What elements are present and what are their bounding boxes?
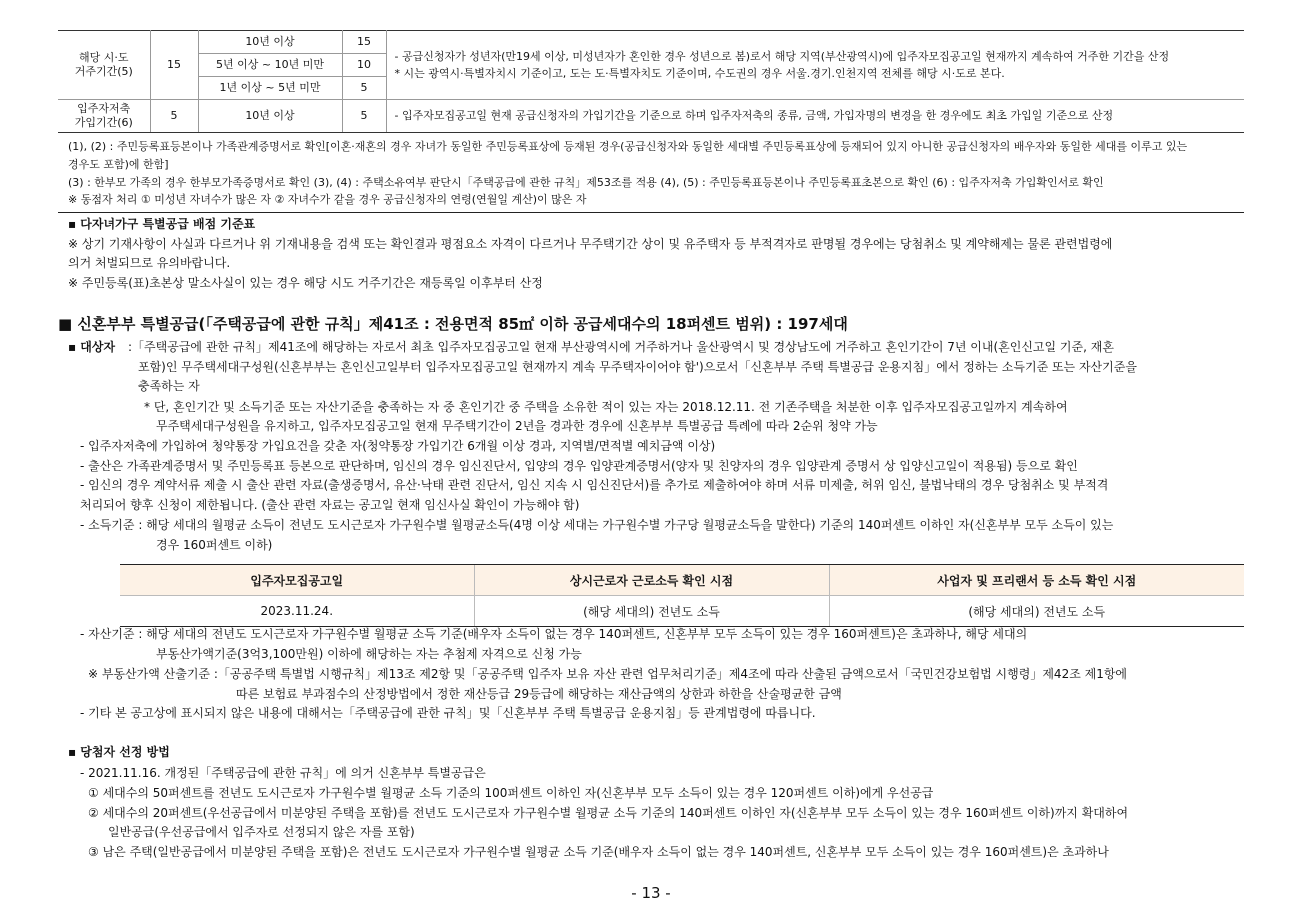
caution-line: ※ 상기 기재사항이 사실과 다르거나 위 기재내용을 검색 또는 확인결과 평점요소 자격이 다르거나 무주택기간 상이 및 유주택자 등 부적격자로 판명될 경우에는 당첨취소 및 계약해제는 물론 관련법령에 [68,237,1113,251]
caution-line: ※ 주민등록(표)초본상 말소사실이 있는 경우 해당 시도 거주기간은 재등록일 이후부터 산정 [68,276,543,290]
row-description: - 입주자모집공고일 현재 공급신청자의 가입기간을 기준으로 하며 입주자저축의 종류, 금액, 가입자명의 변경을 한 경우에도 최초 가입일 기준으로 산정 [386,100,1244,133]
document-page [58,0,1244,920]
caution-line: 의거 처벌되므로 유의바랍니다. [68,256,231,270]
note-line: ※ 동점자 처리 ① 미성년 자녀수가 많은 자 ② 자녀수가 같을 경우 공급신청자의 연령(연월일 계산)이 많은 자 [68,193,587,206]
divider [58,212,1244,213]
eligibility-line: 무주택세대구성원을 유지하고, 입주자모집공고일 현재 무주택기간이 2년을 경과한 경우에 신혼부부 특별공급 특례에 따라 2순위 청약 가능 [156,419,878,433]
selection-line: 일반공급(우선공급에서 입주자로 선정되지 않은 자를 포함) [108,825,415,839]
eligibility-line: 처리되어 향후 신청이 제한됩니다. (출산 관련 자료는 공고일 현재 임신사실 확인이 가능해야 함) [80,498,580,512]
table-header-row [120,565,1244,596]
max-score: 5 [150,100,198,133]
tier-range: 10년 이상 [198,31,342,54]
tier-range: 5년 이상 ~ 10년 미만 [198,54,342,77]
row-label: 해당 시·도 거주기간(5) [58,31,150,100]
income-check-table [120,564,1244,627]
multi-child-title: ▪ 다자녀가구 특별공급 배점 기준표 [68,217,256,231]
note-line: 경우도 포함)에 한함] [68,158,169,171]
eligibility-line: :「주택공급에 관한 규칙」제41조에 해당하는 자로서 최초 입주자모집공고일 현재 부산광역시에 거주하거나 울산광역시 및 경상남도에 거주하고 혼인기간이 7년 이내(혼인신고일 기준, 재혼 [128,340,1114,354]
column-header: 사업자 및 프리랜서 등 소득 확인 시점 [829,565,1244,596]
eligibility-line: - 임신의 경우 계약서류 제출 시 출산 관련 자료(출생증명서, 유산·낙태 관련 진단서, 임신 지속 시 임신진단서)를 추가로 제출하여야 하며 서류 미제출, 허위 임신, 불법낙태의 경우 당첨취소 및 부적격 [80,478,1109,492]
eligibility-line: 경우 160퍼센트 이하) [156,538,273,552]
eligibility-line: - 출산은 가족관계증명서 및 주민등록표 등본으로 판단하며, 임신의 경우 임신진단서, 입양의 경우 입양관계증명서(양자 및 친양자의 경우 입양관계 증명서 상 입양신고일이 적용됨) 등으로 확인 [80,459,1078,473]
eligibility-line: - 입주자저축에 가입하여 청약통장 가입요건을 갖춘 자(청약통장 가입기간 6개월 이상 경과, 지역별/면적별 예치금액 이상) [80,439,716,453]
selection-line: - 2021.11.16. 개정된「주택공급에 관한 규칙」에 의거 신혼부부 특별공급은 [80,766,486,780]
column-header: 상시근로자 근로소득 확인 시점 [474,565,829,596]
table-cell: (해당 세대의) 전년도 소득 [474,596,829,627]
note-line: (1), (2) : 주민등록표등본이나 가족관계증명서로 확인[이혼·재혼의 경우 자녀가 동일한 주민등록표상에 등재된 경우(공급신청자와 동일한 세대별 주민등록표상에 등재되어 있지 아니한 공급신청자의 배우자와 동일한 세대를 이루고 있는 [68,140,1188,153]
tier-score: 5 [342,77,386,100]
section-title: ■ 신혼부부 특별공급(「주택공급에 관한 규칙」제41조 : 전용면적 85㎡ 이하 공급세대수의 18퍼센트 범위) : 197세대 [58,315,848,333]
eligibility-line: - 소득기준 : 해당 세대의 월평균 소득이 전년도 도시근로자 가구원수별 월평균소득(4명 이상 세대는 가구원수별 가구당 월평균소득을 말한다) 기준의 140퍼센트 이하인 자(신혼부부 모두 소득이 있는 [80,518,1114,532]
max-score: 15 [150,31,198,100]
column-header: 입주자모집공고일 [120,565,474,596]
row-description: - 공급신청자가 성년자(만19세 이상, 미성년자가 혼인한 경우 성년으로 봄)로서 해당 지역(부산광역시)에 입주자모집공고일 현재까지 계속하여 거주한 기간을 산정 * 시는 광역시·특별자치시 기준이고, 도는 도·특별자치도 기준이며, 수도권의 경우 서울.경기.인천지역 전체를 해당 시·도로 본다. [386,31,1244,100]
tier-range: 1년 이상 ~ 5년 미만 [198,77,342,100]
tier-range: 10년 이상 [198,100,342,133]
selection-title: ▪ 당첨자 선정 방법 [68,745,170,759]
eligibility-line: 충족하는 자 [138,379,200,393]
asset-line: 부동산가액기준(3억3,100만원) 이하에 해당하는 자는 추첨제 자격으로 신청 가능 [156,647,582,661]
row-label: 입주자저축 가입기간(6) [58,100,150,133]
tier-score: 15 [342,31,386,54]
eligibility-line: 포함)인 무주택세대구성원(신혼부부는 혼인신고일부터 입주자모집공고일 현재까지 계속 무주택자이어야 함')으로서「신혼부부 주택 특별공급 운용지침」에서 정하는 소득기준 또는 자산기준을 [138,360,1137,374]
asset-line: 따른 보험료 부과점수의 산정방법에서 정한 재산등급 29등급에 해당하는 재산금액의 상한과 하한을 산술평균한 금액 [236,687,842,701]
asset-line: ※ 부동산가액 산출기준 :「공공주택 특별법 시행규칙」제13조 제2항 및「공공주택 입주자 보유 자산 관련 업무처리기준」제4조에 따라 산출된 금액으로서「국민건강보험법 시행령」제42조 제1항에 [88,667,1128,681]
note-line: (3) : 한부모 가족의 경우 한부모가족증명서로 확인 (3), (4) : 주택소유여부 판단시「주택공급에 관한 규칙」제53조를 적용 (4), (5) : 주민등록표등본이나 주민등록표초본으로 확인 (6) : 입주자저축 가입확인서로 확인 [68,176,1104,189]
table-row [58,31,1244,54]
table-cell: 2023.11.24. [120,596,474,627]
score-table [58,30,1244,133]
table-row [58,100,1244,133]
table-row [120,596,1244,627]
eligibility-line: * 단, 혼인기간 및 소득기준 또는 자산기준을 충족하는 자 중 혼인기간 중 주택을 소유한 적이 있는 자는 2018.12.11. 전 기존주택을 처분한 이후 입주자모집공고일까지 계속하여 [144,400,1068,414]
asset-line: - 기타 본 공고상에 표시되지 않은 내용에 대해서는「주택공급에 관한 규칙」및「신혼부부 주택 특별공급 운용지침」등 관계법령에 따릅니다. [80,706,816,720]
tier-score: 5 [342,100,386,133]
tier-score: 10 [342,54,386,77]
selection-line: ① 세대수의 50퍼센트를 전년도 도시근로자 가구원수별 월평균 소득 기준의 100퍼센트 이하인 자(신혼부부 모두 소득이 있는 경우 120퍼센트 이하)에게 우선공급 [88,786,934,800]
table-cell: (해당 세대의) 전년도 소득 [829,596,1244,627]
selection-line: ③ 남은 주택(일반공급에서 미분양된 주택을 포함)은 전년도 도시근로자 가구원수별 월평균 소득 기준(배우자 소득이 없는 경우 140퍼센트, 신혼부부 모두 소득이 있는 경우 160퍼센트)은 초과하나 [88,845,1109,859]
selection-line: ② 세대수의 20퍼센트(우선공급에서 미분양된 주택을 포함)를 전년도 도시근로자 가구원수별 월평균 소득 기준의 140퍼센트 이하인 자(신혼부부 모두 소득이 있는 경우 160퍼센트 이하)까지 확대하여 [88,806,1129,820]
eligibility-label: ▪ 대상자 [68,340,116,354]
page-number: - 13 - [631,884,671,902]
asset-line: - 자산기준 : 해당 세대의 전년도 도시근로자 가구원수별 월평균 소득 기준(배우자 소득이 없는 경우 140퍼센트, 신혼부부 모두 소득이 있는 경우 160퍼센트)은 초과하나, 해당 세대의 [80,627,1028,641]
